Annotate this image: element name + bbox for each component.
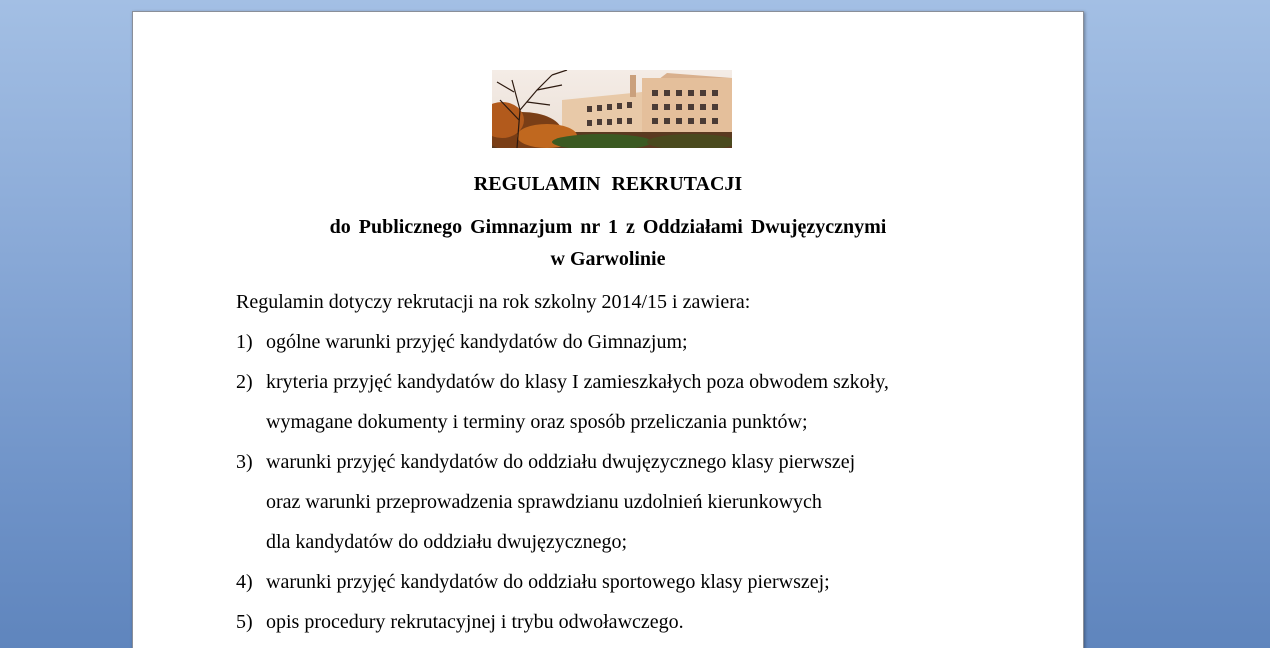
list-item-text: warunki przyjęć kandydatów do oddziału sportowego klasy pierwszej;: [266, 571, 830, 593]
document-subtitle: do Publicznego Gimnazjum nr 1 z Oddziałami Dwujęzycznymi: [329, 216, 887, 238]
list-item-number: 1): [236, 331, 253, 353]
document-page: [132, 11, 1084, 648]
school-building-image: [492, 70, 732, 148]
list-item-text: dla kandydatów do oddziału dwujęzycznego;: [266, 531, 627, 553]
list-item-number: 2): [236, 371, 253, 393]
school-building-photo: [492, 70, 732, 148]
document-title: REGULAMIN REKRUTACJI: [473, 173, 743, 195]
list-item-text: opis procedury rekrutacyjnej i trybu odwoławczego.: [266, 611, 684, 633]
list-item-text: oraz warunki przeprowadzenia sprawdzianu uzdolnień kierunkowych: [266, 491, 822, 513]
list-item-number: 4): [236, 571, 253, 593]
list-item-number: 3): [236, 451, 253, 473]
document-subtitle-location: w Garwolinie: [550, 248, 666, 270]
list-item-text: ogólne warunki przyjęć kandydatów do Gimnazjum;: [266, 331, 688, 353]
list-item-number: 5): [236, 611, 253, 633]
list-item-text: kryteria przyjęć kandydatów do klasy I zamieszkałych poza obwodem szkoły,: [266, 371, 889, 393]
intro-paragraph: Regulamin dotyczy rekrutacji na rok szkolny 2014/15 i zawiera:: [236, 291, 751, 313]
list-item-text: wymagane dokumenty i terminy oraz sposób przeliczania punktów;: [266, 411, 808, 433]
list-item-text: warunki przyjęć kandydatów do oddziału dwujęzycznego klasy pierwszej: [266, 451, 856, 473]
